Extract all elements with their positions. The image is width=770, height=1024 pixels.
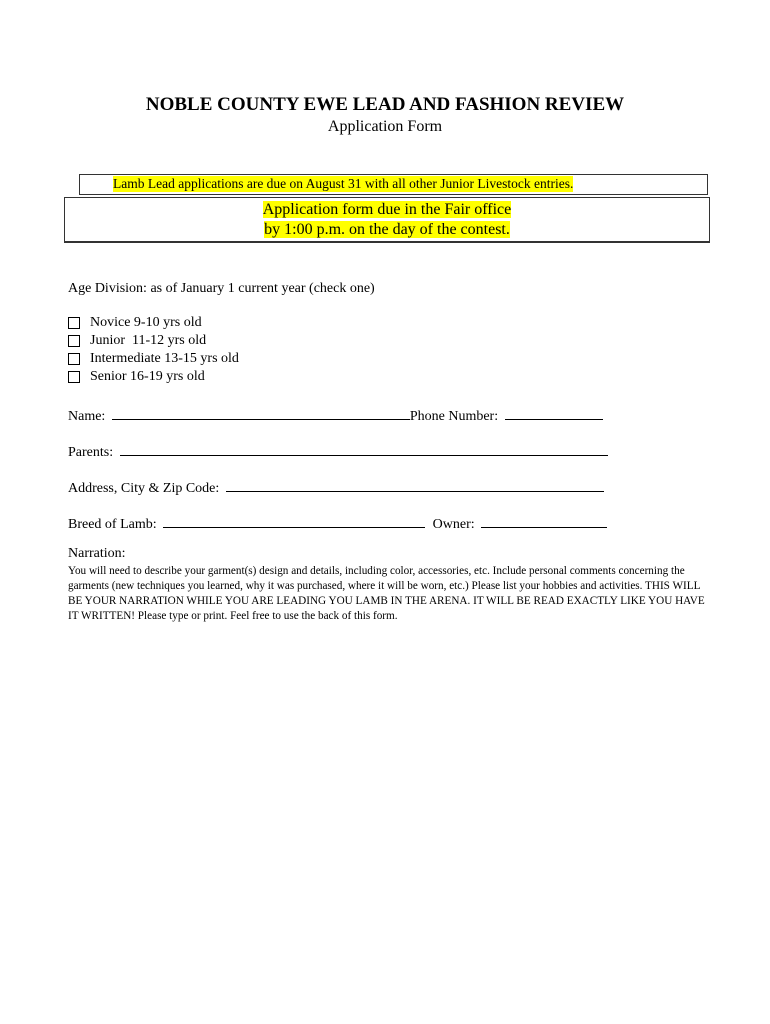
name-label: Name: [68,409,106,424]
address-field[interactable] [226,477,604,492]
senior-label: Senior 16-19 yrs old [90,369,205,384]
narration-label: Narration: [68,546,126,561]
breed-field[interactable] [163,513,425,528]
intermediate-label: Intermediate 13-15 yrs old [90,351,239,366]
lamb-lead-notice-box [79,174,708,195]
address-label: Address, City & Zip Code: [68,481,220,496]
age-option-intermediate [68,350,239,368]
fair-office-notice-line2: by 1:00 p.m. on the day of the contest. [264,221,510,238]
parents-field[interactable] [120,441,608,456]
age-option-senior [68,368,239,386]
fair-office-notice-box [64,197,710,243]
address-row [68,477,604,497]
junior-checkbox[interactable] [68,335,80,347]
fair-office-notice-line1: Application form due in the Fair office [262,201,512,218]
lamb-lead-notice: Lamb Lead applications are due on August 31 with all other Junior Livestock entries. [113,176,574,191]
phone-label: Phone Number: [409,409,499,424]
form-subtitle: Application Form [327,118,443,135]
senior-checkbox[interactable] [68,371,80,383]
novice-checkbox[interactable] [68,317,80,329]
novice-label: Novice 9-10 yrs old [90,315,202,330]
age-option-junior [68,332,239,350]
form-title: NOBLE COUNTY EWE LEAD AND FASHION REVIEW [145,94,625,115]
owner-label: Owner: [432,517,475,532]
breed-label: Breed of Lamb: [68,517,157,532]
intermediate-checkbox[interactable] [68,353,80,365]
narration-instructions: You will need to describe your garment(s) design and details, including color, accessories, etc. Include personal comments concerning the garments (new techniques you learned, why it was purchased, where it will be worn, etc.) Please list your hobbies and activities. THIS WILL BE YOUR NARRATION WHILE YOU ARE LEADING YOU LAMB IN THE ARENA. IT WILL BE READ EXACTLY LIKE YOU HAVE IT WRITTEN! Please type or print. Feel free to use the back of this form. [68,565,705,622]
parents-label: Parents: [68,445,114,460]
junior-label: Junior 11-12 yrs old [90,333,207,348]
age-option-novice [68,314,239,332]
age-division-label: Age Division: as of January 1 current year (check one) [68,281,375,296]
name-phone-row [68,405,603,425]
age-division-checklist [68,314,239,386]
parents-row [68,441,608,461]
breed-owner-row [68,513,607,533]
name-field[interactable] [112,405,410,420]
owner-field[interactable] [481,513,607,528]
phone-field[interactable] [505,405,603,420]
